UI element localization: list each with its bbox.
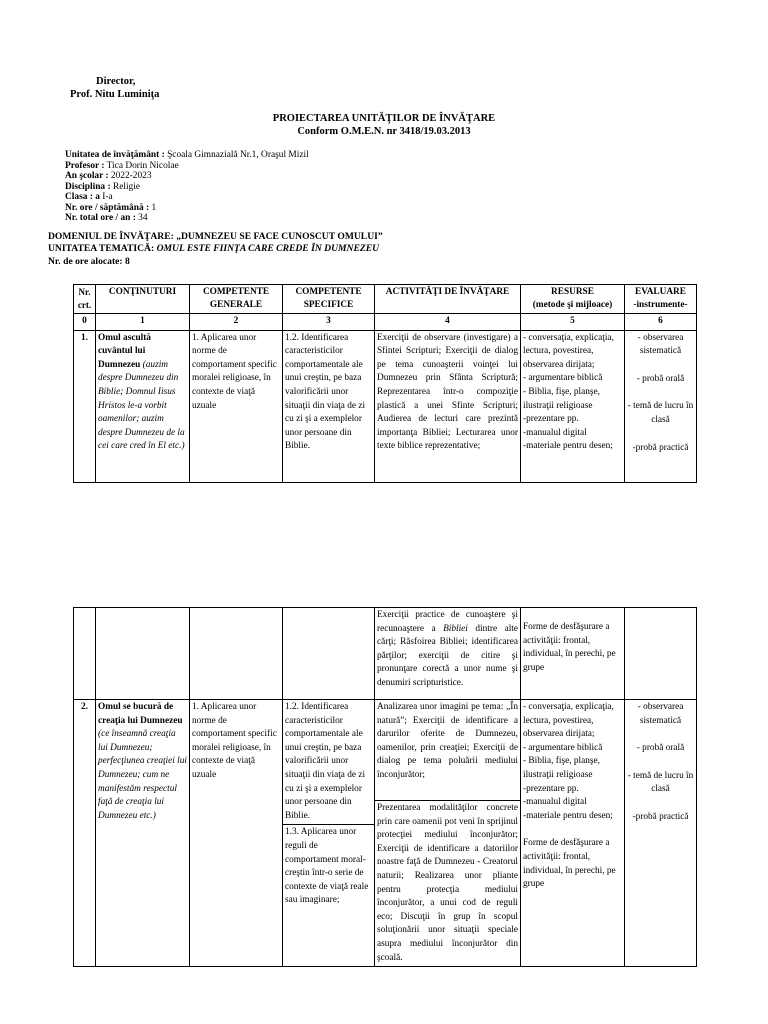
info-unitate: Unitatea de învăţământ : Şcoala Gimnazială Nr.1, Oraşul Mizil (65, 150, 309, 160)
table-index-row (74, 314, 697, 331)
comp-spec-1-3: 1.3. Aplicarea unor reguli de comportament moral-creştin într-o serie de contexte de viaţă reale sau imaginare; (283, 824, 374, 909)
index-cell: 6 (625, 314, 697, 331)
row-activitati: Exerciţii de observare (investigare) a Sfintei Scripturi; Exerciţii de dialog pe tema cunoaşterii voinţei lui Dumnezeu prin Sfânta Scriptură; Reprezentarea într-o compoziţie plastică a unei Sfinte Scripturi; Audierea de lecturi care prezintă importanţa Bibliei; Lecturarea unor texte biblice reprezentative; (375, 330, 521, 482)
row-resurse: - conversaţia, explicaţia, lectura, povestirea, observarea dirijata; - argumentare biblică - Biblia, fişe, planşe, ilustraţii religioase -prezentare pp. -manualul digital -materiale pentru desen; (521, 330, 625, 482)
table-header-row (74, 285, 697, 314)
page-title: PROIECTAREA UNITĂŢILOR DE ÎNVĂŢARE (272, 113, 496, 124)
row-resurse: Forme de desfăşurare a activităţii: frontal, individual, în perechi, pe grupe (521, 608, 625, 700)
director-name: Prof. Nitu Luminiţa (70, 89, 160, 100)
info-unitatea: UNITATEA TEMATICĂ: OMUL ESTE FIINŢA CARE CREDE ÎN DUMNEZEU (48, 243, 380, 254)
plan-table-page2 (73, 607, 697, 967)
row-evaluare: - observarea sistematică - probă orală - temă de lucru în clasă -probă practică (625, 700, 697, 967)
index-cell: 5 (521, 314, 625, 331)
row-activitati: Exerciţii practice de cunoaştere şi recunoaştere a Bibliei dintre alte cărţi; Răsfoirea Bibliei; identificarea părţilor; exerciţii de citire şi pronunţare corectă a unor nume şi denumiri scripturistice. (375, 608, 521, 700)
info-ore-total: Nr. total ore / an : 34 (65, 213, 148, 223)
table-row-2 (74, 700, 697, 967)
header-comp-spec: COMPETENTE SPECIFICE (283, 285, 375, 314)
info-ore-alocate: Nr. de ore alocate: 8 (48, 256, 130, 267)
comp-spec-1-2: 1.2. Identificarea caracteristicilor comportamentale ale unui creştin, pe baza valorificării unor situaţii din viaţa de zi cu zi şi a exemplelor unor persoane din Biblie. (285, 702, 366, 821)
activitati-part-1: Analizarea unor imagini pe tema: „În natură”; Exerciţii de identificare a darurilor oferite de Dumnezeu, oamenilor, prin creaţiei; Exerciţii de dialog pe tema poluării mediului înconjurător; (377, 702, 518, 780)
page-subtitle: Conform O.M.E.N. nr 3418/19.03.2013 (297, 126, 471, 137)
header-resurse: RESURSE (metode şi mijloace) (521, 285, 625, 314)
info-ore-saptamana: Nr. ore / săptămână : 1 (65, 202, 157, 213)
header-continuturi: CONŢINUTURI (96, 285, 190, 314)
info-an: An şcolar : 2022-2023 (65, 171, 152, 181)
row-activitati (375, 700, 521, 967)
info-disciplina: Disciplina : Religie (65, 181, 141, 192)
table-row-1-continued (74, 608, 697, 700)
header-evaluare: EVALUARE -instrumente- (625, 285, 697, 314)
activitati-part-2: Prezentarea modalităţilor concrete prin care oamenii pot veni în sprijinul protecţiei mediului înconjurător; Exerciţii de identificare a datoriilor noastre faţă de Dumnezeu - Creatorul naturii; Realizarea unor pliante pentru protecţia mediului înconjurător, a unui cod de reguli eco; Discuţii în grup în scopul soluţionării unor situaţii speciale asupra mediului înconjurător din şcoală. (375, 800, 520, 966)
index-cell: 1 (96, 314, 190, 331)
row-resurse: - conversaţia, explicaţia, lectura, povestirea, observarea dirijata; - argumentare biblică - Biblia, fişe, planşe, ilustraţii religioase -prezentare pp. -manualul digital -materiale pentru desen; Forme de desfăşurare a activităţii: frontal, individual, în perechi, pe grupe (521, 700, 625, 967)
index-cell: 0 (74, 314, 96, 331)
index-cell: 2 (190, 314, 283, 331)
empty-cell (190, 608, 283, 700)
header-nr: Nr. crt. (74, 285, 96, 314)
plan-table-page1 (73, 284, 697, 483)
row-comp-gen: 1. Aplicarea unor norme de comportament specific moralei religioase, în contexte de viaţă uzuale (190, 700, 283, 967)
info-profesor: Profesor : Tica Dorin Nicolae (65, 160, 179, 171)
info-clasa: Clasa : a I-a (65, 192, 113, 202)
empty-cell (283, 608, 375, 700)
empty-cell (96, 608, 190, 700)
index-cell: 3 (283, 314, 375, 331)
empty-cell (625, 608, 697, 700)
row-number: 2. (74, 700, 96, 967)
header-activitati: ACTIVITĂŢI DE ÎNVĂŢARE (375, 285, 521, 314)
row-evaluare: - observarea sistematică - probă orală - temă de lucru în clasă -probă practică (625, 330, 697, 482)
director-title: Director, (96, 76, 136, 87)
info-block (65, 150, 309, 224)
index-cell: 4 (375, 314, 521, 331)
table-row-1 (74, 330, 697, 482)
row-continut: Omul ascultă cuvântul lui Dumnezeu (auzim despre Dumnezeu din Biblie; Domnul Iisus Hristos le-a vorbit oamenilor; auzim despre Dumnezeu de la cei care cred în El etc.) (96, 330, 190, 482)
header-comp-gen: COMPETENTE GENERALE (190, 285, 283, 314)
row-comp-spec: 1.2. Identificarea caracteristicilor comportamentale ale unui creştin, pe baza valorificării unor situaţii din viaţa de zi cu zi şi a exemplelor unor persoane din Biblie. (283, 330, 375, 482)
row-comp-spec (283, 700, 375, 967)
info-domeniul: DOMENIUL DE ÎNVĂŢARE: „DUMNEZEU SE FACE CUNOSCUT OMULUI” (48, 231, 383, 242)
row-comp-gen: 1. Aplicarea unor norme de comportament specific moralei religioase, în contexte de viaţă uzuale (190, 330, 283, 482)
empty-cell (74, 608, 96, 700)
row-continut: Omul se bucură de creaţia lui Dumnezeu (ce înseamnă creaţia lui Dumnezeu; perfecţiunea creaţiei lui Dumnezeu; cum ne manifestăm respectul faţă de creaţia lui Dumnezeu etc.) (96, 700, 190, 967)
row-number: 1. (74, 330, 96, 482)
